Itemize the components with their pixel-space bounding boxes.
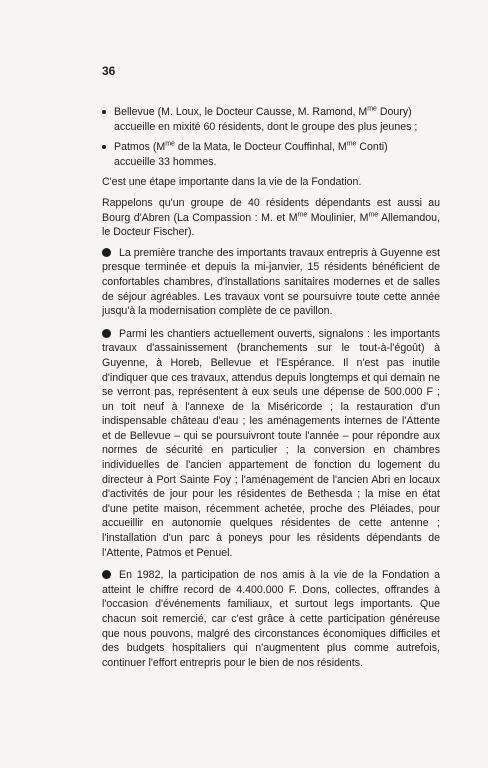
bullet-icon bbox=[102, 329, 111, 338]
page-content bbox=[102, 105, 440, 678]
list-item-patmos bbox=[102, 140, 440, 169]
list-item-text: Patmos ($M^{me}$ de la Mata, le Docteur Couffinhal, $M^{me}$ Conti) accueille 33 hommes. bbox=[114, 140, 388, 168]
bullet-icon bbox=[102, 145, 106, 149]
bullet-icon bbox=[102, 570, 111, 579]
list-item-bellevue bbox=[102, 105, 440, 134]
paragraph-guyenne: La première tranche des importants travaux entrepris à Guyenne est presque terminée et depuis la mi-janvier, 15 résidents bénéficient de confortables chambres, d'installations sanitaires modernes et de salles de séjour agréables. Les travaux vont se poursuivre toute cette année jusqu'à la modernisation complète de ce pavillon. bbox=[102, 246, 440, 318]
list-item-text: Bellevue (M. Loux, le Docteur Causse, M. Ramond, $M^{me}$ Doury) accueille en mixité 60 résidents, dont le groupe des plus jeunes ; bbox=[114, 105, 418, 133]
paragraph-etape: C'est une étape importante dans la vie de la Fondation. bbox=[102, 176, 362, 189]
bullet-icon bbox=[102, 248, 111, 257]
paragraph-1982: En 1982, la participation de nos amis à la vie de la Fondation a atteint le chiffre record de 4.400.000 F. Dons, collectes, offrandes à l'occasion d'événements familiaux, et surtout legs importants. Que chacun soit remercié, car c'est grâce à cette participation généreuse que nous pouvons, malgré des circonstances économiques difficiles et des budgets hospitaliers qui n'augmentent plus comme autrefois, continuer l'effort entrepris pour le bien de nos résidents. bbox=[102, 569, 440, 669]
bullet-icon bbox=[102, 110, 106, 114]
paragraph-chantiers: Parmi les chantiers actuellement ouverts, signalons : les importants travaux d'assainissement (branchements sur le tout-à-l'égoût) à Guyenne, à Horeb, Bellevue et l'Espérance. Il n'est pas inutile d'indiquer que ces travaux, attendus depuis longtemps et qui demain ne se verront pas, représentent à eux seuls une dépense de 500.000 F ; un toit neuf à l'annexe de la Miséricorde ; la restauration d'un indispensable château d'eau ; les aménagements internes de l'Attente et de Bellevue – qui se poursuivront toute l'année – pour répondre aux normes de sécurité en particulier ; la conversion en chambres individuelles de l'ancien appartement de fonction du logement du directeur à Port Sainte Foy ; l'aménagement de l'ancien Abri en locaux d'activités de jour pour les résidentes de Bethesda ; la mise en état d'une petite maison, récemment achetée, proche des Pléiades, pour accueillir en autonomie quelques résidentes de cette antenne ; l'installation d'un parc à poneys pour les résidents dépendants de l'Attente, Patmos et Penuel. bbox=[102, 327, 440, 559]
paragraph-rappelons: Rappelons qu'un groupe de 40 résidents dépendants est aussi au Bourg d'Abren (La Compassion : M. et $M^{me}$ Moulinier, $M^{me}$ Allemandou, le Docteur Fischer). bbox=[102, 196, 440, 239]
page-number: 36 bbox=[102, 64, 116, 78]
